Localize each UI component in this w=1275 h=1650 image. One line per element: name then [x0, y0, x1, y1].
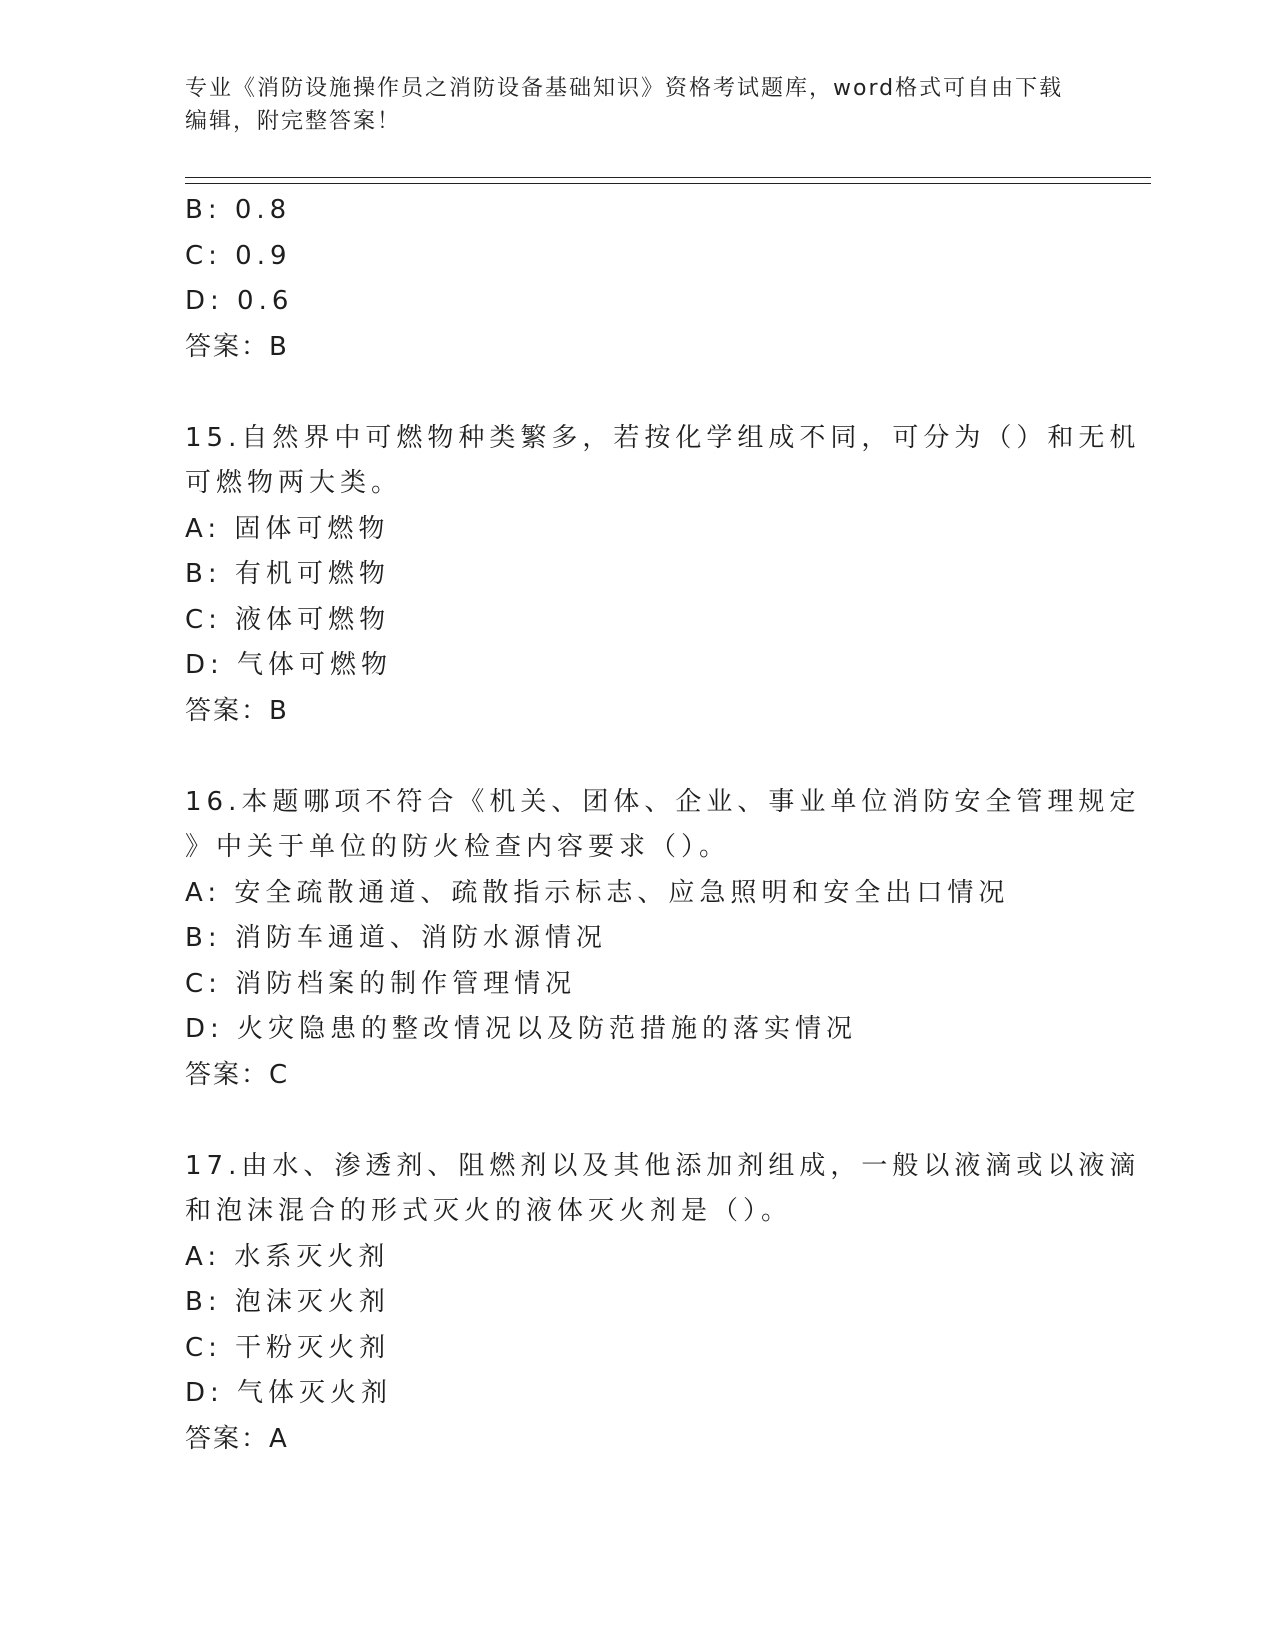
question-content	[185, 188, 1141, 1462]
option-c: C: 干粉灭火剂	[185, 1332, 391, 1363]
option-c: C: 液体可燃物	[185, 604, 391, 635]
option-d: D: 0.6	[185, 286, 294, 316]
answer-line: 答案：B	[185, 695, 289, 726]
option-d: D: 火灾隐患的整改情况以及防范措施的落实情况	[185, 1014, 858, 1044]
option-b: B: 消防车通道、消防水源情况	[185, 923, 607, 953]
option-c: C: 消防档案的制作管理情况	[185, 968, 577, 999]
option-b: B: 有机可燃物	[185, 559, 390, 589]
option-a: A: 安全疏散通道、疏散指示标志、应急照明和安全出口情况	[185, 877, 1010, 908]
question-stem-line-1: 15.自然界中可燃物种类繁多，若按化学组成不同，可分为（）和无机	[185, 422, 1141, 453]
question-stem-line-1: 16.本题哪项不符合《机关、团体、企业、事业单位消防安全管理规定	[185, 786, 1141, 817]
option-d: D: 气体灭火剂	[185, 1378, 393, 1408]
question-17	[185, 1144, 1141, 1463]
option-b: B: 泡沫灭火剂	[185, 1287, 390, 1317]
question-stem-line-2: 可燃物两大类。	[185, 468, 403, 498]
answer-line: 答案：A	[185, 1423, 289, 1454]
option-a: A: 固体可燃物	[185, 513, 390, 544]
answer-line: 答案：C	[185, 1059, 290, 1090]
question-stem-line-2: 和泡沫混合的形式灭火的液体灭火剂是（）。	[185, 1196, 793, 1226]
option-b: B: 0.8	[185, 195, 292, 225]
question-stem-line-1: 17.由水、渗透剂、阻燃剂以及其他添加剂组成，一般以液滴或以液滴	[185, 1150, 1141, 1181]
option-d: D: 气体可燃物	[185, 650, 393, 680]
header-divider	[185, 177, 1151, 184]
previous-question-tail	[185, 188, 1085, 370]
question-stem-line-2: 》中关于单位的防火检查内容要求（）。	[185, 832, 731, 862]
page-header: 专业《消防设施操作员之消防设备基础知识》资格考试题库，word格式可自由下载编辑，附完整答案！	[185, 76, 1064, 134]
option-a: A: 水系灭火剂	[185, 1241, 390, 1272]
question-16	[185, 780, 1141, 1099]
question-15	[185, 416, 1141, 735]
option-c: C: 0.9	[185, 240, 292, 271]
answer-line: 答案：B	[185, 331, 289, 362]
